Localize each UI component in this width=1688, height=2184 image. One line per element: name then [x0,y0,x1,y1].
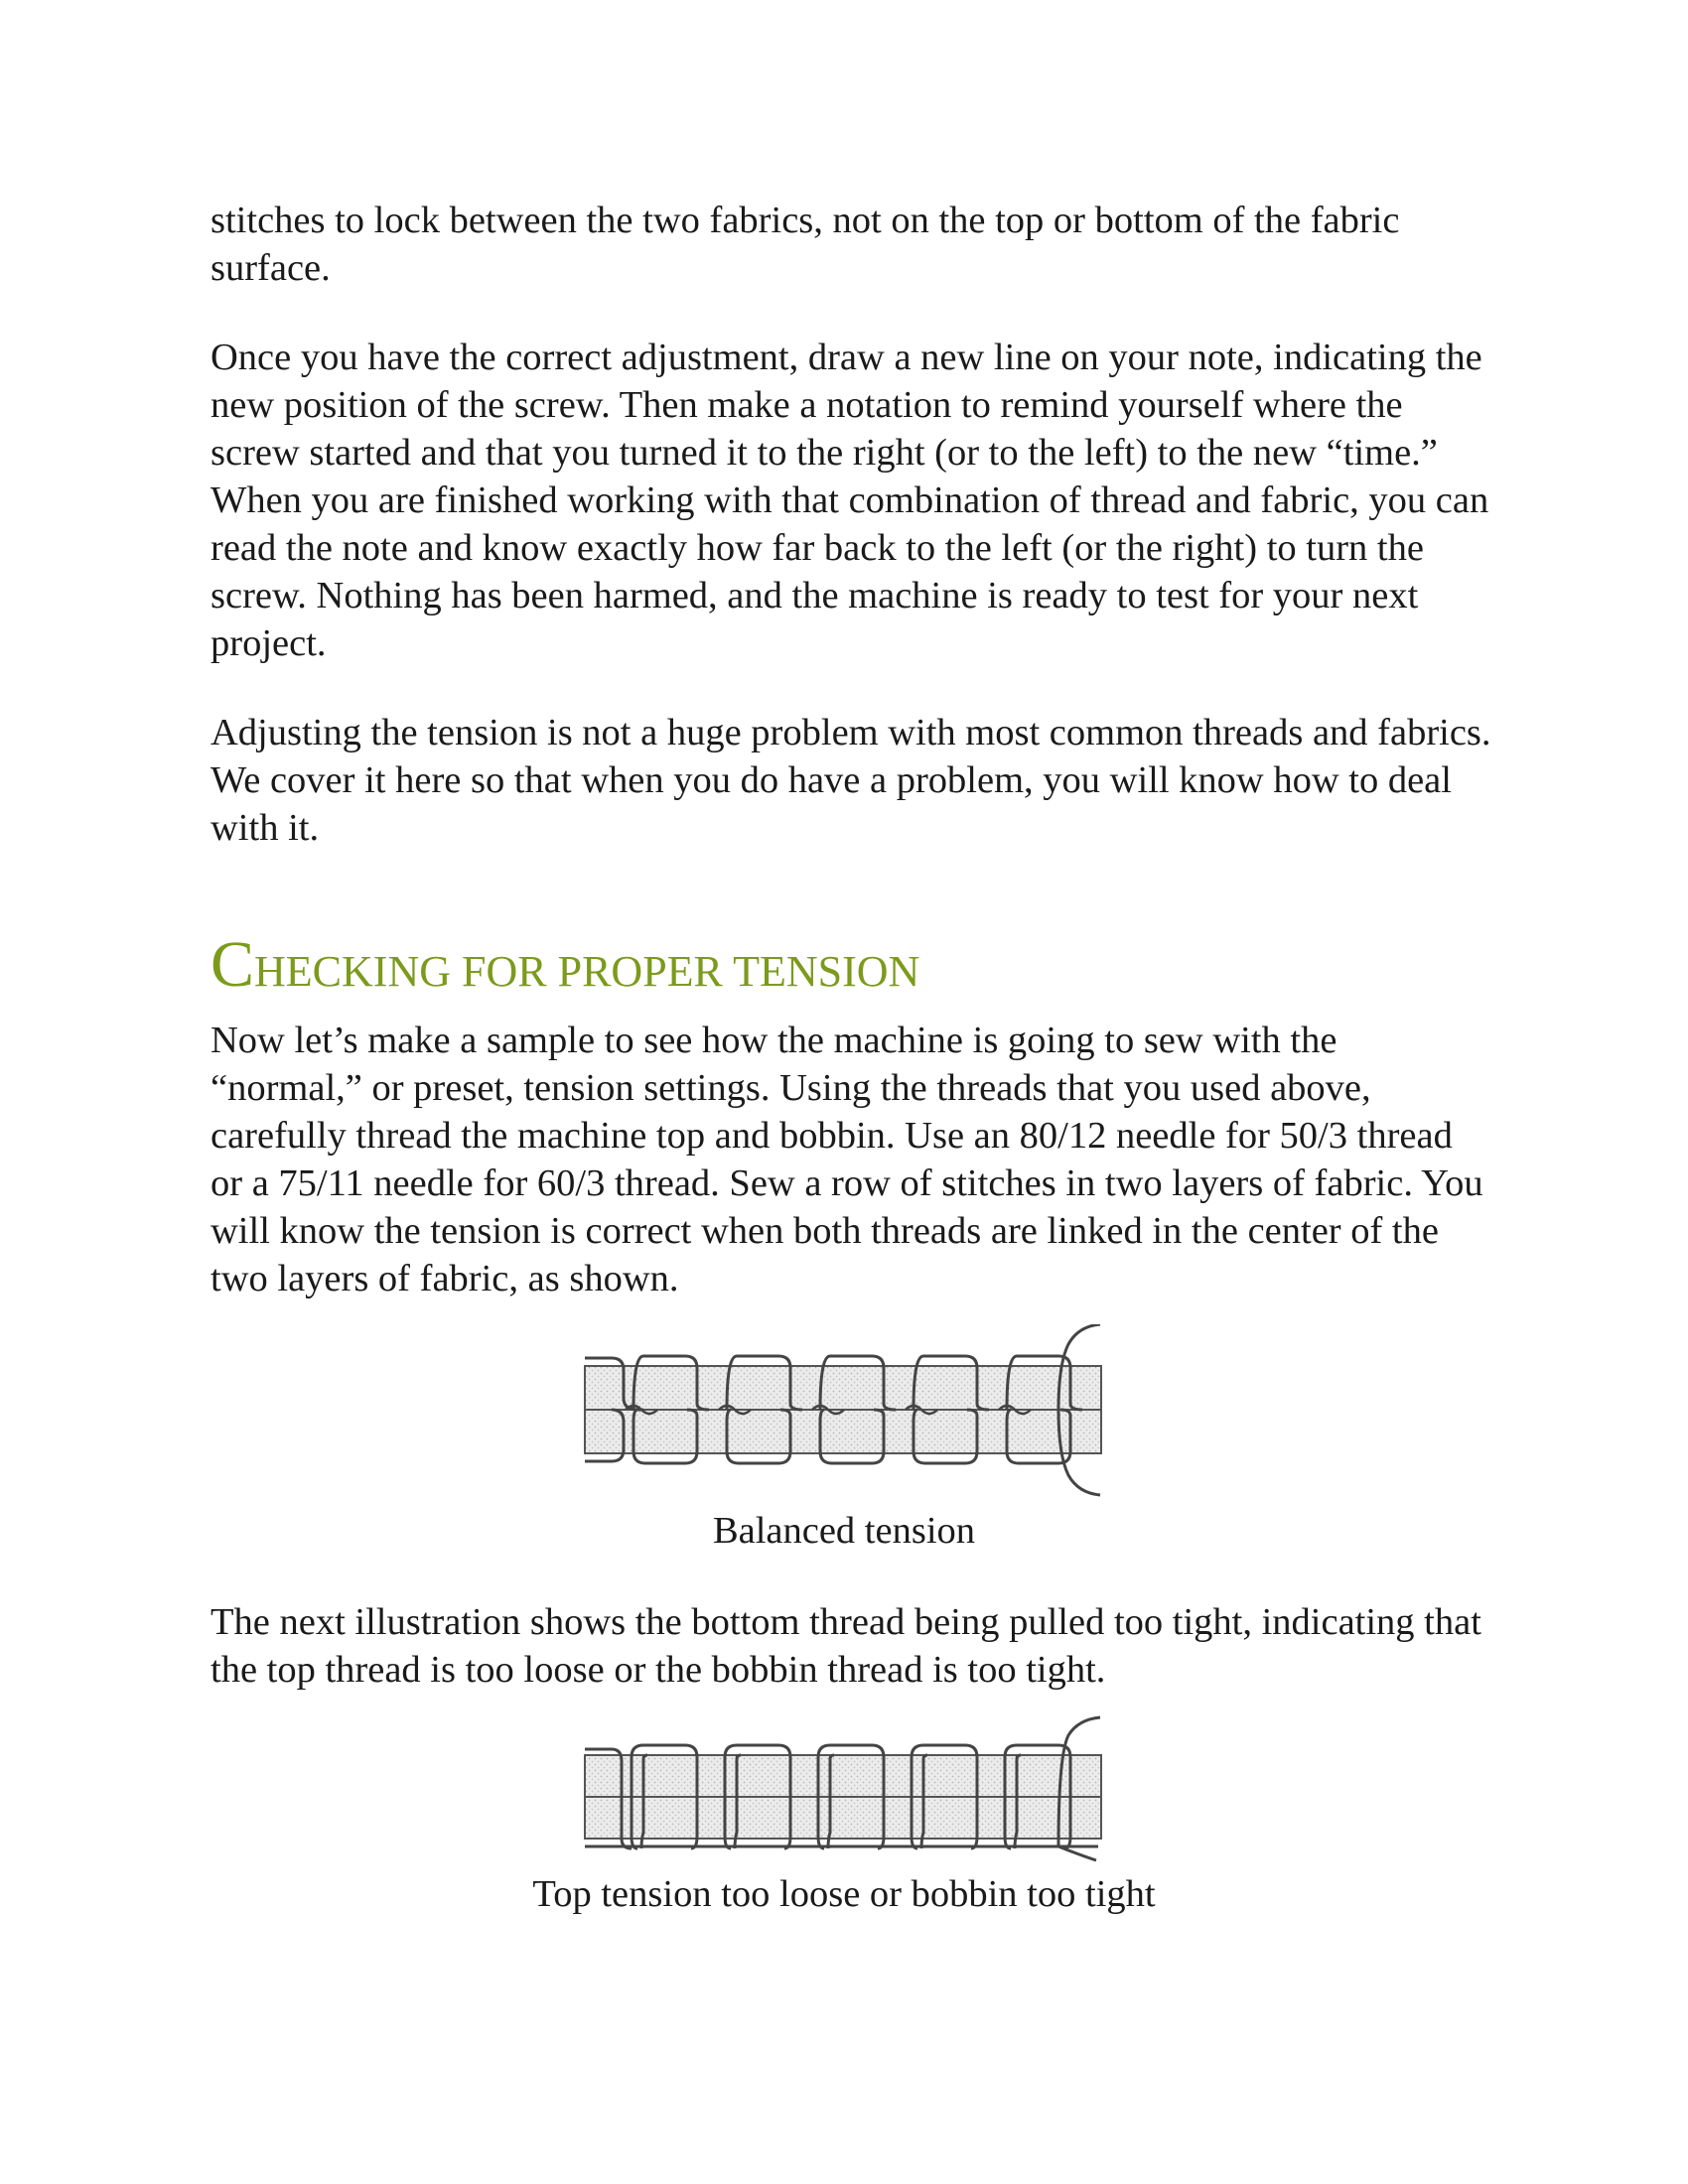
paragraph-3: Adjusting the tension is not a huge problem with most common threads and fabrics. We cover it here so that when you do have a problem, you will know how to deal with it. [211,712,1491,849]
heading-rest: HECKING FOR PROPER TENSION [254,947,920,996]
paragraph-4: Now let’s make a sample to see how the machine is going to sew with the “normal,” or preset, tension settings. Using the threads that you used above, carefully thread the machine top and bobbin. Use an 80/12 needle for 50/3 thread or a 75/11 needle for 60/3 thread. Sew a row of stitches in two layers of fabric. You will know the tension is correct when both threads are linked in the center of the two layers of fabric, as shown. [211,1020,1483,1299]
loose-tension-caption: Top tension too loose or bobbin too tight [532,1873,1156,1915]
section-heading [211,928,920,1002]
paragraph-1: stitches to lock between the two fabrics, not on the top or bottom of the fabric surface. [211,200,1400,289]
balanced-tension-illustration [582,1324,1108,1501]
paragraph-5: The next illustration shows the bottom thread being pulled too tight, indicating that the top thread is too loose or the bobbin thread is too tight. [211,1601,1481,1691]
paragraph-2: Once you have the correct adjustment, draw a new line on your note, indicating the new position of the screw. Then make a notation to remind yourself where the screw started and that you turned it to the right (or to the left) to the new “time.” When you are finished working with that combination of thread and fabric, you can read the note and know exactly how far back to the left (or the right) to turn the screw. Nothing has been harmed, and the machine is ready to test for your next project. [211,337,1489,664]
fabric-layers [585,1755,1101,1839]
balanced-tension-caption: Balanced tension [712,1510,976,1552]
heading-initial: C [211,928,255,1001]
loose-tension-illustration [582,1715,1108,1864]
